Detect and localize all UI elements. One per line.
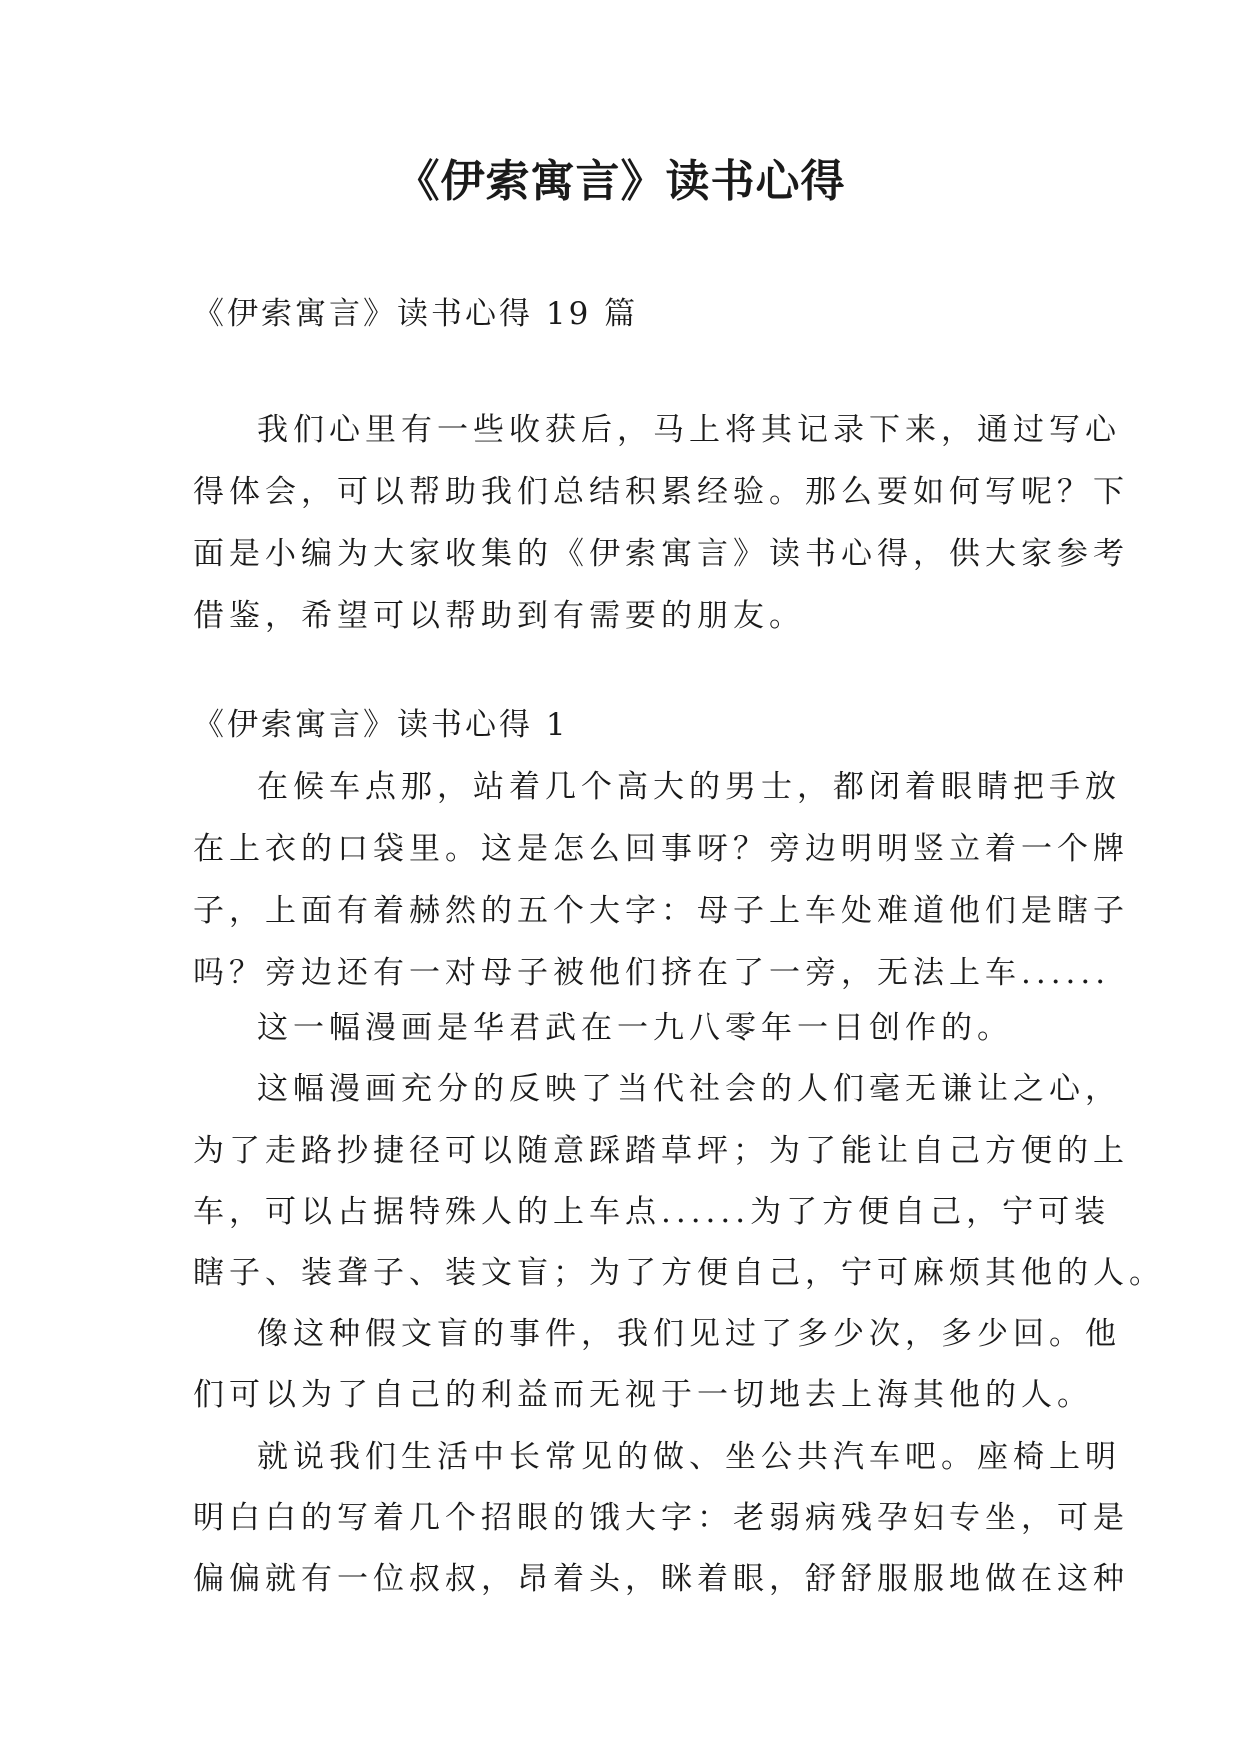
body-line: 这一幅漫画是华君武在一九八零年一日创作的。 [257, 1010, 1013, 1046]
intro-line: 我们心里有一些收获后，马上将其记录下来，通过写心 [257, 412, 1121, 448]
body-line: 明白白的写着几个招眼的饿大字：老弱病残孕妇专坐，可是 [193, 1500, 1129, 1536]
body-line: 就说我们生活中长常见的做、坐公共汽车吧。座椅上明 [257, 1439, 1121, 1475]
body-line: 吗？旁边还有一对母子被他们挤在了一旁，无法上车...... [193, 955, 1111, 991]
body-line: 车，可以占据特殊人的上车点......为了方便自己，宁可装 [193, 1194, 1111, 1230]
body-line: 这幅漫画充分的反映了当代社会的人们毫无谦让之心， [257, 1071, 1121, 1107]
document-subtitle: 《伊索寓言》读书心得 19 篇 [193, 296, 639, 332]
body-line: 像这种假文盲的事件，我们见过了多少次，多少回。他 [257, 1316, 1121, 1352]
body-line: 瞎子、装聋子、装文盲；为了方便自己，宁可麻烦其他的人。 [193, 1255, 1165, 1291]
body-line: 子，上面有着赫然的五个大字：母子上车处难道他们是瞎子 [193, 893, 1129, 929]
intro-line: 借鉴，希望可以帮助到有需要的朋友。 [193, 598, 805, 634]
body-line: 在候车点那，站着几个高大的男士，都闭着眼睛把手放 [257, 769, 1121, 805]
intro-line: 得体会，可以帮助我们总结积累经验。那么要如何写呢？下 [193, 474, 1129, 510]
document-title: 《伊索寓言》读书心得 [395, 156, 846, 207]
body-line: 在上衣的口袋里。这是怎么回事呀？旁边明明竖立着一个牌 [193, 831, 1129, 867]
intro-line: 面是小编为大家收集的《伊索寓言》读书心得，供大家参考 [193, 536, 1129, 572]
body-line: 为了走路抄捷径可以随意踩踏草坪；为了能让自己方便的上 [193, 1133, 1129, 1169]
body-line: 偏偏就有一位叔叔，昂着头，眯着眼，舒舒服服地做在这种 [193, 1561, 1129, 1597]
body-line: 们可以为了自己的利益而无视于一切地去上海其他的人。 [193, 1377, 1093, 1413]
section-heading: 《伊索寓言》读书心得 1 [193, 707, 569, 743]
